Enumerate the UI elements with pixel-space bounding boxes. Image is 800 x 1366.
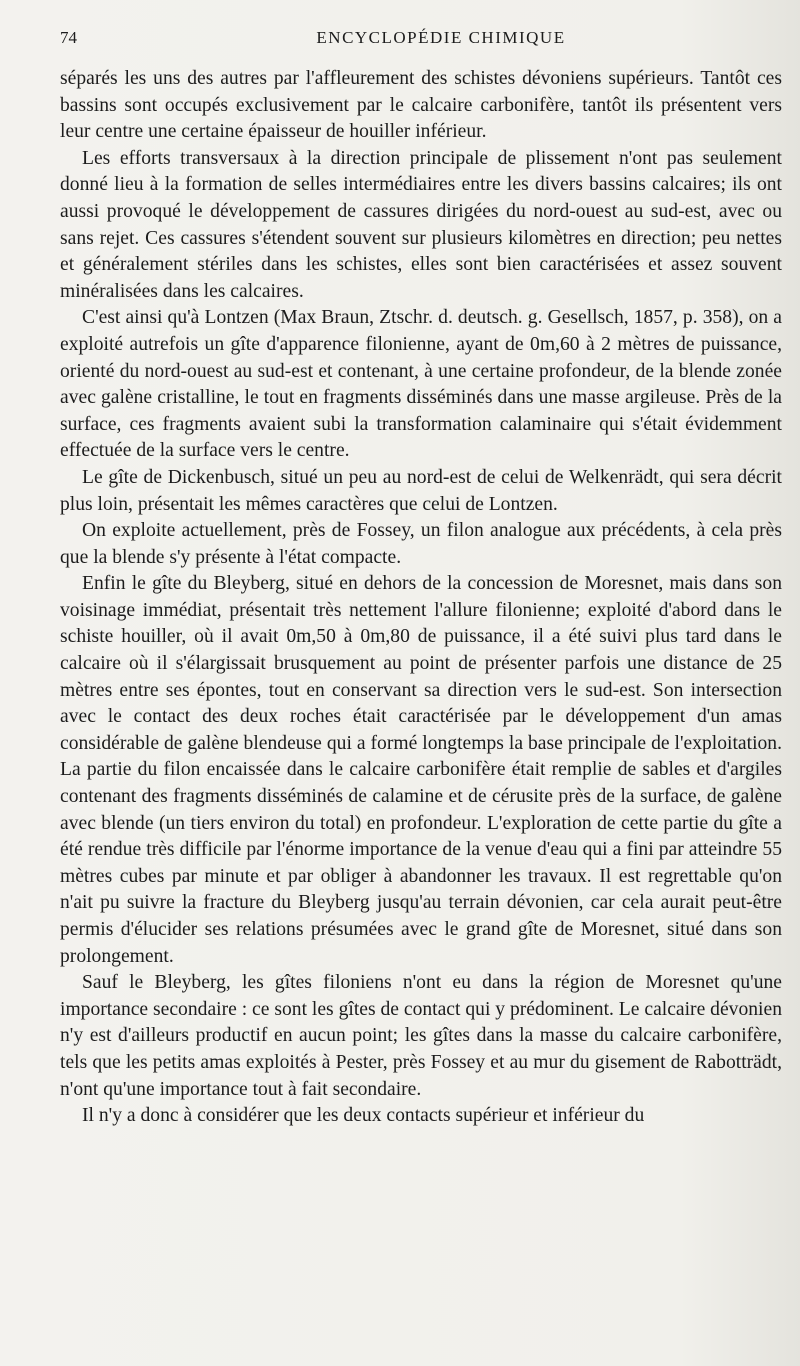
paragraph: Il n'y a donc à considérer que les deux contacts supérieur et inférieur du xyxy=(82,1105,645,1127)
page-number: 74 xyxy=(60,28,77,47)
paragraph: Le gîte de Dickenbusch, situé un peu au nord-est de celui de Welkenrädt, qui sera décrit plus loin, présentait les mêmes caractères que celui de Lontzen. xyxy=(60,466,782,515)
paragraph: Enfin le gîte du Bleyberg, situé en dehors de la concession de Moresnet, mais dans son voisinage immédiat, présentait très nettement l'allure filonienne; exploité d'abord dans le schiste houiller, où il avait 0m,50 à 0m,80 de puissance, il a été suivi plus tard dans le calcaire où il s'élargissait brusquement au point de présenter parfois une distance de 25 mètres entre ses épontes, tout en conservant sa direction vers le sud-est. Son intersection avec le contact des deux roches était caractérisée par le développement d'un amas considérable de galène blendeuse qui a formé longtemps la base principale de l'exploitation. La partie du filon encaissée dans le calcaire carbonifère était remplie de sables et d'argiles contenant des fragments disséminés de calamine et de cérusite près de la surface, de galène avec blende (un tiers environ du total) en profondeur. L'exploration de cette partie du gîte a été rendue très difficile par l'énorme importance de la venue d'eau qui a fini par atteindre 55 mètres cubes par minute et par obliger à abandonner les travaux. Il est regrettable qu'on n'ait pu suivre la fracture du Bleyberg jusqu'au terrain dévonien, car cela aurait peut-être permis d'élucider ses relations présumées avec le grand gîte de Moresnet, situé dans son prolongement. xyxy=(60,573,782,967)
paragraph: On exploite actuellement, près de Fossey, un filon analogue aux précédents, à cela près que la blende s'y présente à l'état compacte. xyxy=(60,520,782,568)
paragraph: Les efforts transversaux à la direction principale de plissement n'ont pas seulement donné lieu à la formation de selles intermédiaires entre les divers bassins calcaires; ils ont aussi provoqué le développement de cassures dirigées du nord-ouest au sud-est, avec ou sans rejet. Ces cassures s'étendent souvent sur plusieurs kilomètres en direction; peu nettes et généralement stériles dans les schistes, elles sont bien caractérisées et assez souvent minéralisées dans les calcaires. xyxy=(60,147,782,302)
paragraph: C'est ainsi qu'à Lontzen (Max Braun, Ztschr. d. deutsch. g. Gesellsch, 1857, p. 358), on a exploité autrefois un gîte d'apparence filonienne, ayant de 0m,60 à 2 mètres de puissance, orienté du nord-ouest au sud-est et contenant, à une certaine profondeur, de la blende zonée avec galène cristalline, le tout en fragments disséminés dans une masse argileuse. Près de la surface, ces fragments avaient subi la transformation calaminaire qui s'était évidemment effectuée de la surface vers le centre. xyxy=(60,307,782,462)
body-text xyxy=(60,66,782,1130)
running-title: ENCYCLOPÉDIE CHIMIQUE xyxy=(316,28,566,47)
page-header xyxy=(60,26,782,52)
paragraph: Sauf le Bleyberg, les gîtes filoniens n'ont eu dans la région de Moresnet qu'une importance secondaire : ce sont les gîtes de contact qui y prédominent. Le calcaire dévonien n'y est d'ailleurs productif en aucun point; les gîtes dans la masse du calcaire carbonifère, tels que les petits amas exploités à Pester, près Fossey et au mur du gisement de Rabotträdt, n'ont qu'une importance tout à fait secondaire. xyxy=(60,972,782,1100)
paragraph: séparés les uns des autres par l'affleurement des schistes dévoniens supérieurs. Tantôt ces bassins sont occupés exclusivement par le calcaire carbonifère, tantôt ils présentent vers leur centre une certaine épaisseur de houiller inférieur. xyxy=(60,68,782,143)
